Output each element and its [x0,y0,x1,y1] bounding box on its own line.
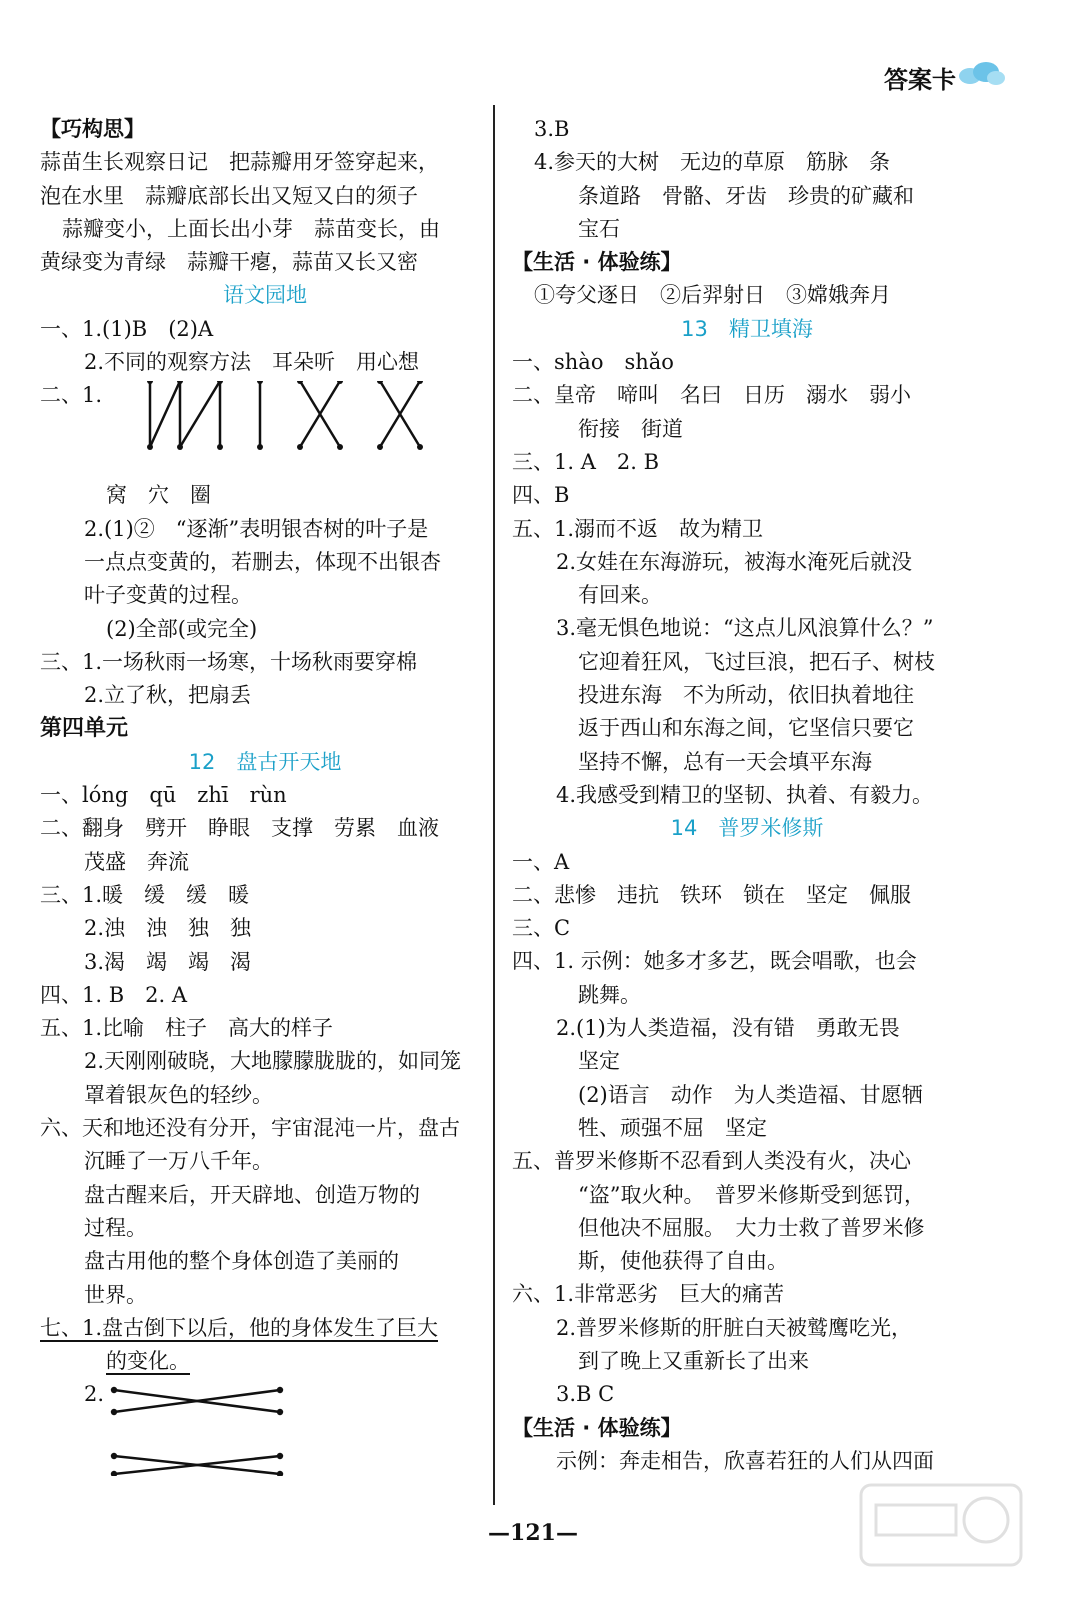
left-line: 一、lóng qū zhī rùn [40,783,287,808]
right-line: 五、普罗米修斯不忍看到人类没有火，决心 [512,1149,911,1174]
left-line: 【巧构思】 [40,117,145,141]
right-line: 但他决不屈服。 大力士救了普罗米修 [578,1215,925,1240]
right-line: 坚持不懈，总有一天会填平东海 [578,749,872,774]
left-line: 12 盘古开天地 [188,749,342,774]
match-dot [111,1471,117,1476]
right-line: 斯，使他获得了自由。 [578,1249,788,1274]
right-line: 3.B C [556,1382,615,1407]
left-line: 2. [40,1378,490,1478]
match-dot [147,381,153,384]
left-line: 七、1.盘古倒下以后，他的身体发生了巨大 [40,1315,439,1340]
match-dot [277,1387,283,1393]
left-line: 罩着银灰色的轻纱。 [84,1082,273,1107]
left-line: 盘古用他的整个身体创造了美丽的 [84,1249,399,1274]
right-line: 六、1.非常恶劣 巨大的痛苦 [512,1282,785,1307]
left-line: 三、1.暖 缓 缓 暖 [40,882,250,907]
right-line: 跳舞。 [578,982,641,1007]
right-line: 2.普罗米修斯的肝脏白天被鹫鹰吃光， [556,1315,913,1340]
right-line: 有回来。 [578,583,662,608]
right-line: 2.(1)为人类造福，没有错 勇敢无畏 [556,1016,900,1041]
right-line: 二、悲惨 违抗 铁环 锁在 坚定 佩服 [512,882,911,907]
left-line: 2.(1)② “逐渐”表明银杏树的叶子是 [84,516,429,541]
right-line: 【生活 · 体验练】 [512,250,682,275]
right-line: 五、1.溺而不返 故为精卫 [512,516,764,541]
match-dot [111,1387,117,1393]
match-dot [257,381,263,384]
match-dot [147,444,153,450]
right-line: 3.B [534,117,570,141]
right-line: 二、皇帝 啼叫 名曰 日历 溺水 弱小 [512,383,911,408]
right-line: 三、1. A 2. B [512,449,660,474]
cloud-icon [956,60,1006,88]
right-line: 衔接 街道 [578,416,683,441]
right-line: 14 普罗米修斯 [670,816,824,841]
left-line: 2.天刚刚破晓，大地朦朦胧胧的，如同笼 [84,1049,462,1074]
left-line: 3.渴 竭 竭 渴 [84,949,252,974]
answer-card-title: 答案卡 [884,66,956,94]
right-line: 2.女娃在东海游玩，被海水淹死后就没 [556,549,913,574]
match-dot [337,444,343,450]
left-line: 一点点变黄的，若删去，体现不出银杏 [84,549,441,574]
match-dot [417,444,423,450]
left-line: 世界。 [84,1282,147,1307]
left-line: (2)全部(或完全) [106,616,258,641]
column-divider [493,105,495,1505]
matching-cross-diagram [110,1366,290,1476]
match-line [150,381,180,447]
left-line: 盘古醒来后，开天辟地、创造万物的 [84,1182,420,1207]
left-line: 蒜苗生长观察日记 把蒜瓣用牙签穿起来， [40,150,439,175]
right-line: 它迎着狂风，飞过巨浪，把石子、树枝 [578,649,935,674]
right-line: “盗”取火种。 普罗米修斯受到惩罚， [578,1182,925,1207]
left-line: 沉睡了一万八千年。 [84,1149,273,1174]
watermark-logo-icon [856,1480,1026,1570]
left-column [40,113,490,1478]
right-line: 【生活 · 体验练】 [512,1415,682,1440]
match-dot [297,444,303,450]
left-line: 窝 穴 圈 [106,483,211,508]
left-line: 2.立了秋，把扇丢 [84,683,252,708]
right-line: 三、C [512,916,571,941]
right-line: 到了晚上又重新长了出来 [578,1348,809,1373]
right-line: 4.我感受到精卫的坚韧、执着、有毅力。 [556,782,934,807]
match-dot [277,1471,283,1476]
left-line: 第四单元 [40,716,129,742]
left-line: 过程。 [84,1215,147,1240]
right-line: ①夸父逐日 ②后羿射日 ③嫦娥奔月 [534,283,891,308]
match-dot [217,444,223,450]
left-line: 2.不同的观察方法 耳朵听 用心想 [84,350,420,375]
right-line: 坚定 [578,1049,620,1074]
match-dot [257,444,263,450]
right-line: 宝石 [578,216,620,241]
left-line: 蒜瓣变小，上面长出小芽 蒜苗变长，由 [62,216,440,241]
right-line: 牲、顽强不屈 坚定 [578,1115,767,1140]
match-dot [377,444,383,450]
match-dot [111,1453,117,1459]
left-line: 2.浊 浊 独 独 [84,916,252,941]
left-line: 一、1.(1)B (2)A [40,316,214,341]
right-line: 3.毫无惧色地说：“这点儿风浪算什么？” [556,616,934,641]
right-line: 条道路 骨骼、牙齿 珍贵的矿藏和 [578,183,914,208]
match-line [180,381,220,447]
right-line: 一、A [512,849,570,874]
right-line: 4.参天的大树 无边的草原 筋脉 条 [534,150,891,175]
left-line: 二、翻身 劈开 睁眼 支撑 劳累 血液 [40,816,439,841]
left-line: 泡在水里 蒜瓣底部长出又短又白的须子 [40,183,418,208]
left-line: 黄绿变为青绿 蒜瓣干瘪，蒜苗又长又密 [40,250,418,275]
right-column [512,113,982,1478]
right-line: 示例：奔走相告，欣喜若狂的人们从四面 [556,1448,934,1473]
right-line: 投进东海 不为所动，依旧执着地往 [578,683,914,708]
left-line: 语文园地 [223,283,307,308]
right-line: 一、shào shǎo [512,350,674,375]
right-line: 返于西山和东海之间，它坚信只要它 [578,716,914,741]
left-line: 五、1.比喻 柱子 高大的样子 [40,1016,334,1041]
match-dot [111,1409,117,1415]
match-dot [177,444,183,450]
left-line: 六、天和地还没有分开，宇宙混沌一片，盘古 [40,1116,460,1141]
right-line: 四、1. 示例：她多才多艺，既会唱歌，也会 [512,949,917,974]
match-dot [277,1453,283,1459]
left-line: 茂盛 奔流 [84,849,189,874]
left-line: 三、1.一场秋雨一场寒，十场秋雨要穿棉 [40,649,418,674]
right-line: 13 精卫填海 [681,316,813,341]
left-line: 叶子变黄的过程。 [84,583,252,608]
left-line: 的变化。 [106,1349,190,1374]
right-line: (2)语言 动作 为人类造福、甘愿牺 [578,1082,923,1107]
matching-lines-diagram [110,381,430,453]
left-line: 二、1. [40,379,490,479]
left-line: 四、1. B 2. A [40,982,188,1007]
match-dot [277,1409,283,1415]
page-number: —121— [488,1520,578,1546]
right-line: 四、B [512,483,570,508]
